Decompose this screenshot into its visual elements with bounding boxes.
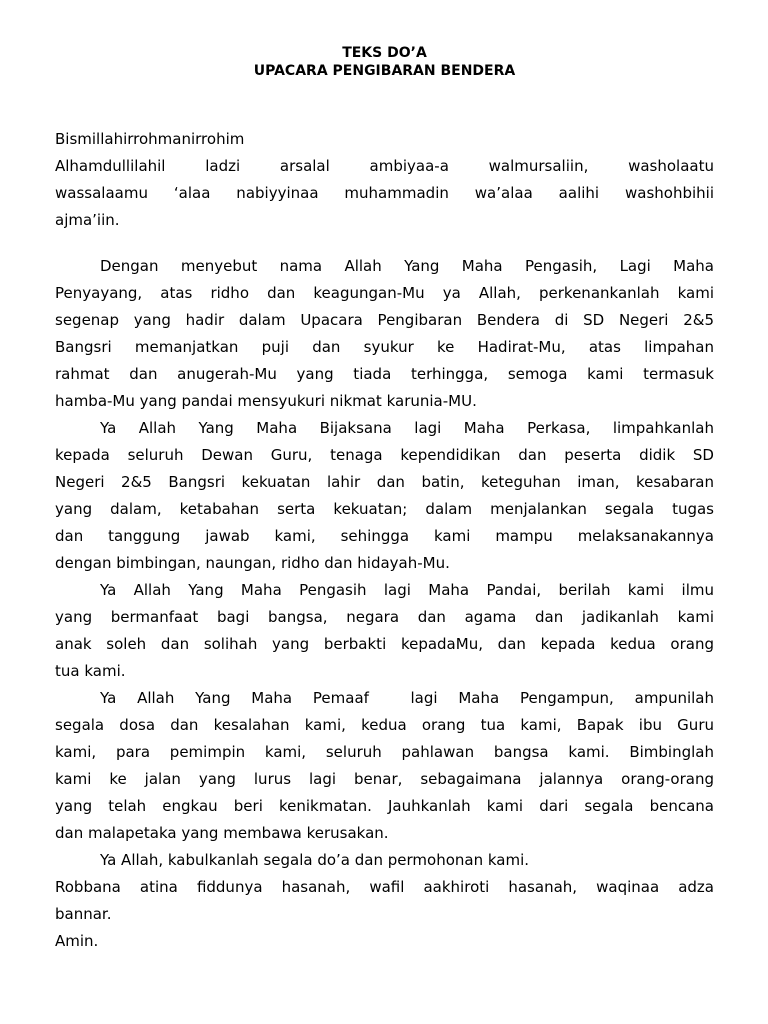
text-line: ajma’iin. [55,211,120,229]
text-line: yang dalam, ketabahan serta kekuatan; dalam menjalankan segala tugas [55,500,714,518]
text-line: yang telah engkau beri kenikmatan. Jauhkanlah kami dari segala bencana [55,797,714,815]
text-line: Ya Allah Yang Maha Pengasih lagi Maha Pandai, berilah kami ilmu [100,581,714,599]
text-line: segenap yang hadir dalam Upacara Pengibaran Bendera di SD Negeri 2&5 [55,311,714,329]
text-line: hamba-Mu yang pandai mensyukuri nikmat karunia-MU. [55,392,477,410]
text-line: Negeri 2&5 Bangsri kekuatan lahir dan batin, keteguhan iman, kesabaran [55,473,714,491]
text-line: Alhamdullilahil ladzi arsalal ambiyaa-a walmursaliin, washolaatu [55,157,714,175]
text-line: Ya Allah Yang Maha Bijaksana lagi Maha Perkasa, limpahkanlah [100,419,714,437]
text-line: Robbana atina fiddunya hasanah, wafil aakhiroti hasanah, waqinaa adza [55,878,714,896]
title-line-2: UPACARA PENGIBARAN BENDERA [253,63,516,79]
text-line: bannar. [55,905,112,923]
closing [55,847,714,955]
text-line: Bangsri memanjatkan puji dan syukur ke Hadirat-Mu, atas limpahan [55,338,714,356]
text-line: Penyayang, atas ridho dan keagungan-Mu ya Allah, perkenankanlah kami [55,284,714,302]
text-line: dengan bimbingan, naungan, ridho dan hidayah-Mu. [55,554,450,572]
document-page [55,44,714,955]
title-block [55,44,714,80]
paragraph-3 [55,577,714,685]
text-line: kepada seluruh Dewan Guru, tenaga kependidikan dan peserta didik SD [55,446,714,464]
text-line: yang bermanfaat bagi bangsa, negara dan agama dan jadikanlah kami [55,608,714,626]
text-line: anak soleh dan solihah yang berbakti kepadaMu, dan kepada kedua orang [55,635,714,653]
text-line: dan malapetaka yang membawa kerusakan. [55,824,389,842]
text-line: tua kami. [55,662,126,680]
prayer-opening [55,126,714,234]
text-line: rahmat dan anugerah-Mu yang tiada terhingga, semoga kami termasuk [55,365,714,383]
text-line: Ya Allah, kabulkanlah segala do’a dan permohonan kami. [100,851,530,869]
text-line: segala dosa dan kesalahan kami, kedua orang tua kami, Bapak ibu Guru [55,716,714,734]
title-line-1: TEKS DO’A [342,45,427,61]
paragraph-1 [55,253,714,415]
text-line: Dengan menyebut nama Allah Yang Maha Pengasih, Lagi Maha [100,257,714,275]
paragraph-gap [55,234,714,253]
text-line: Bismillahirrohmanirrohim [55,130,245,148]
text-line: Ya Allah Yang Maha Pemaaf lagi Maha Pengampun, ampunilah [100,689,714,707]
paragraph-4 [55,685,714,847]
paragraph-2 [55,415,714,577]
text-line: kami, para pemimpin kami, seluruh pahlawan bangsa kami. Bimbinglah [55,743,714,761]
text-line: Amin. [55,932,99,950]
text-line: wassalaamu ‘alaa nabiyyinaa muhammadin wa’alaa aalihi washohbihii [55,184,714,202]
text-line: dan tanggung jawab kami, sehingga kami mampu melaksanakannya [55,527,714,545]
text-line: kami ke jalan yang lurus lagi benar, sebagaimana jalannya orang-orang [55,770,714,788]
